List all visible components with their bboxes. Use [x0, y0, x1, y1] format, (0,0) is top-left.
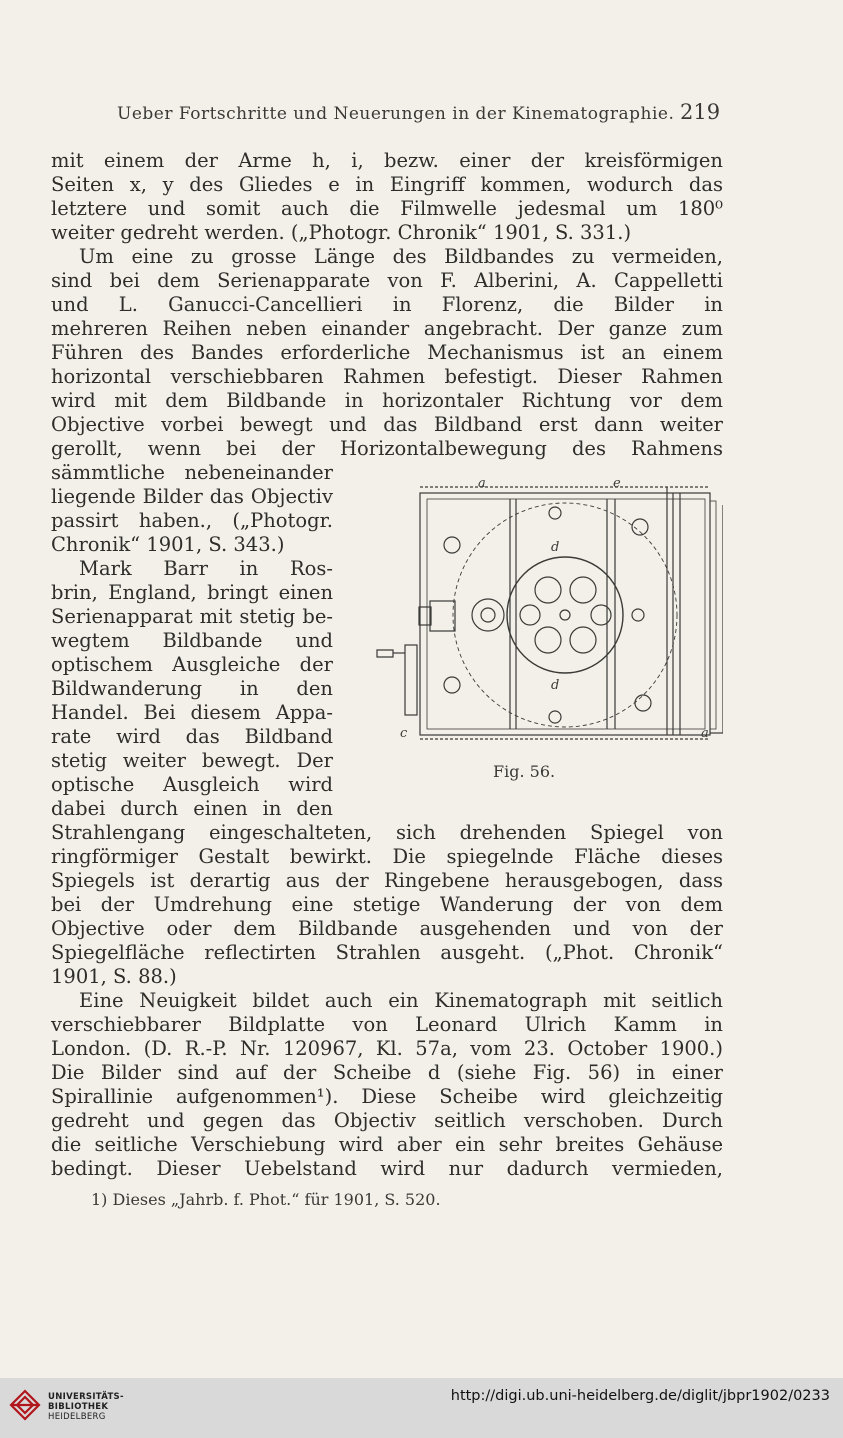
text-line: stetig weiter bewegt. Der	[51, 749, 333, 772]
text-line: Objective oder dem Bildbande ausgehenden und von der	[51, 917, 723, 940]
text-line: wird mit dem Bildbande in horizontaler Richtung vor dem	[51, 389, 723, 412]
text-line: optischem Ausgleiche der	[51, 653, 333, 676]
text-line: sämmtliche nebeneinander	[51, 461, 333, 484]
text-line: Um eine zu grosse Länge des Bildbandes zu vermeiden,	[79, 245, 723, 268]
university-library-logo-icon[interactable]	[8, 1388, 42, 1422]
text-line: Eine Neuigkeit bildet auch ein Kinematograph mit seitlich	[79, 989, 723, 1012]
text-line: Objective vorbei bewegt und das Bildband erst dann weiter	[51, 413, 723, 436]
text-line: bedingt. Dieser Uebelstand wird nur dadurch vermieden,	[51, 1157, 723, 1180]
text-line: brin, England, bringt einen	[51, 581, 333, 604]
label-a-right: a	[701, 726, 709, 741]
gear	[549, 507, 561, 519]
library-name	[48, 1392, 124, 1422]
text-line: Handel. Bei diesem Appa-	[51, 701, 333, 724]
inner-frame	[427, 499, 705, 729]
text-line: mehreren Reihen neben einander angebracht. Der ganze zum	[51, 317, 723, 340]
gear	[549, 711, 561, 723]
text-line: Serienapparat mit stetig be-	[51, 605, 333, 628]
label-e-top: e	[613, 476, 621, 491]
text-line: sind bei dem Serienapparate von F. Alberini, A. Cappelletti	[51, 269, 723, 292]
text-line: passirt haben., („Photogr.	[51, 509, 333, 532]
text-line: optische Ausgleich wird	[51, 773, 333, 796]
text-line: verschiebbarer Bildplatte von Leonard Ulrich Kamm in	[51, 1013, 723, 1036]
text-line: letztere und somit auch die Filmwelle jedesmal um 180⁰	[51, 197, 723, 220]
lens-hole	[570, 577, 596, 603]
running-title: Ueber Fortschritte und Neuerungen in der Kinematographie.	[117, 104, 675, 124]
page-number: 219	[680, 100, 721, 124]
lens-hole	[520, 605, 540, 625]
figure-caption: Fig. 56.	[493, 762, 556, 781]
text-line: Spiegels ist derartig aus der Ringebene herausgebogen, dass	[51, 869, 723, 892]
label-d-upper: d	[551, 540, 560, 555]
digital-library-footer	[0, 1378, 843, 1438]
gear	[444, 677, 460, 693]
text-line: London. (D. R.-P. Nr. 120967, Kl. 57a, vom 23. October 1900.)	[51, 1037, 723, 1060]
text-line: Die Bilder sind auf der Scheibe d (siehe Fig. 56) in einer	[51, 1061, 723, 1084]
gear	[632, 609, 644, 621]
lens-hole	[570, 627, 596, 653]
figure-56-diagram	[375, 475, 723, 745]
library-name-line: BIBLIOTHEK	[48, 1402, 109, 1412]
gear	[635, 695, 651, 711]
text-line: rate wird das Bildband	[51, 725, 333, 748]
objective-lens	[481, 608, 495, 622]
library-name-line: UNIVERSITÄTS-	[48, 1392, 124, 1402]
text-line: Spirallinie aufgenommen¹). Diese Scheibe wird gleichzeitig	[51, 1085, 723, 1108]
text-line: die seitliche Verschiebung wird aber ein sehr breites Gehäuse	[51, 1133, 723, 1156]
objective-ring	[472, 599, 504, 631]
label-c-left: c	[400, 726, 408, 741]
text-line: Bildwanderung in den	[51, 677, 333, 700]
left-bracket	[430, 601, 455, 631]
text-line: Führen des Bandes erforderliche Mechanismus ist an einem	[51, 341, 723, 364]
text-line: und L. Ganucci-Cancellieri in Florenz, die Bilder in	[51, 293, 723, 316]
right-rail	[710, 501, 716, 729]
gear	[444, 537, 460, 553]
footnote: 1) Dieses „Jahrb. f. Phot.“ für 1901, S. 520.	[91, 1190, 441, 1209]
text-line: dabei durch einen in den	[51, 797, 333, 820]
library-name-line: HEIDELBERG	[48, 1412, 106, 1422]
lens-carrier	[507, 557, 623, 673]
crank-handle	[377, 650, 393, 657]
text-line: Mark Barr in Ros-	[79, 557, 333, 580]
label-d-lower: d	[551, 678, 560, 693]
page-url-link[interactable]: http://digi.ub.uni-heidelberg.de/diglit/jbpr1902/0233	[450, 1388, 830, 1404]
text-line: wegtem Bildbande und	[51, 629, 333, 652]
hub	[560, 610, 570, 620]
text-line: gedreht und gegen das Objectiv seitlich verschoben. Durch	[51, 1109, 723, 1132]
text-line: Chronik“ 1901, S. 343.)	[51, 533, 285, 556]
text-line: weiter gedreht werden. („Photogr. Chronik“ 1901, S. 331.)	[51, 221, 632, 244]
text-line: gerollt, wenn bei der Horizontalbewegung des Rahmens	[51, 437, 723, 460]
text-line: Spiegelfläche reflectirten Strahlen ausgeht. („Phot. Chronik“	[51, 941, 723, 964]
crank-arm	[405, 645, 417, 715]
lens-hole	[535, 577, 561, 603]
text-line: liegende Bilder das Objectiv	[51, 485, 333, 508]
lens-hole	[535, 627, 561, 653]
text-line: bei der Umdrehung eine stetige Wanderung der von dem	[51, 893, 723, 916]
text-line: Seiten x, y des Gliedes e in Eingriff kommen, wodurch das	[51, 173, 723, 196]
text-line: ringförmiger Gestalt bewirkt. Die spiegelnde Fläche dieses	[51, 845, 723, 868]
text-line: mit einem der Arme h, i, bezw. einer der kreisförmigen	[51, 149, 723, 172]
text-line: 1901, S. 88.)	[51, 965, 177, 988]
label-a-top: a	[478, 476, 486, 491]
text-line: horizontal verschiebbaren Rahmen befestigt. Dieser Rahmen	[51, 365, 723, 388]
lens-hole	[591, 605, 611, 625]
text-line: Strahlengang eingeschalteten, sich drehenden Spiegel von	[51, 821, 723, 844]
